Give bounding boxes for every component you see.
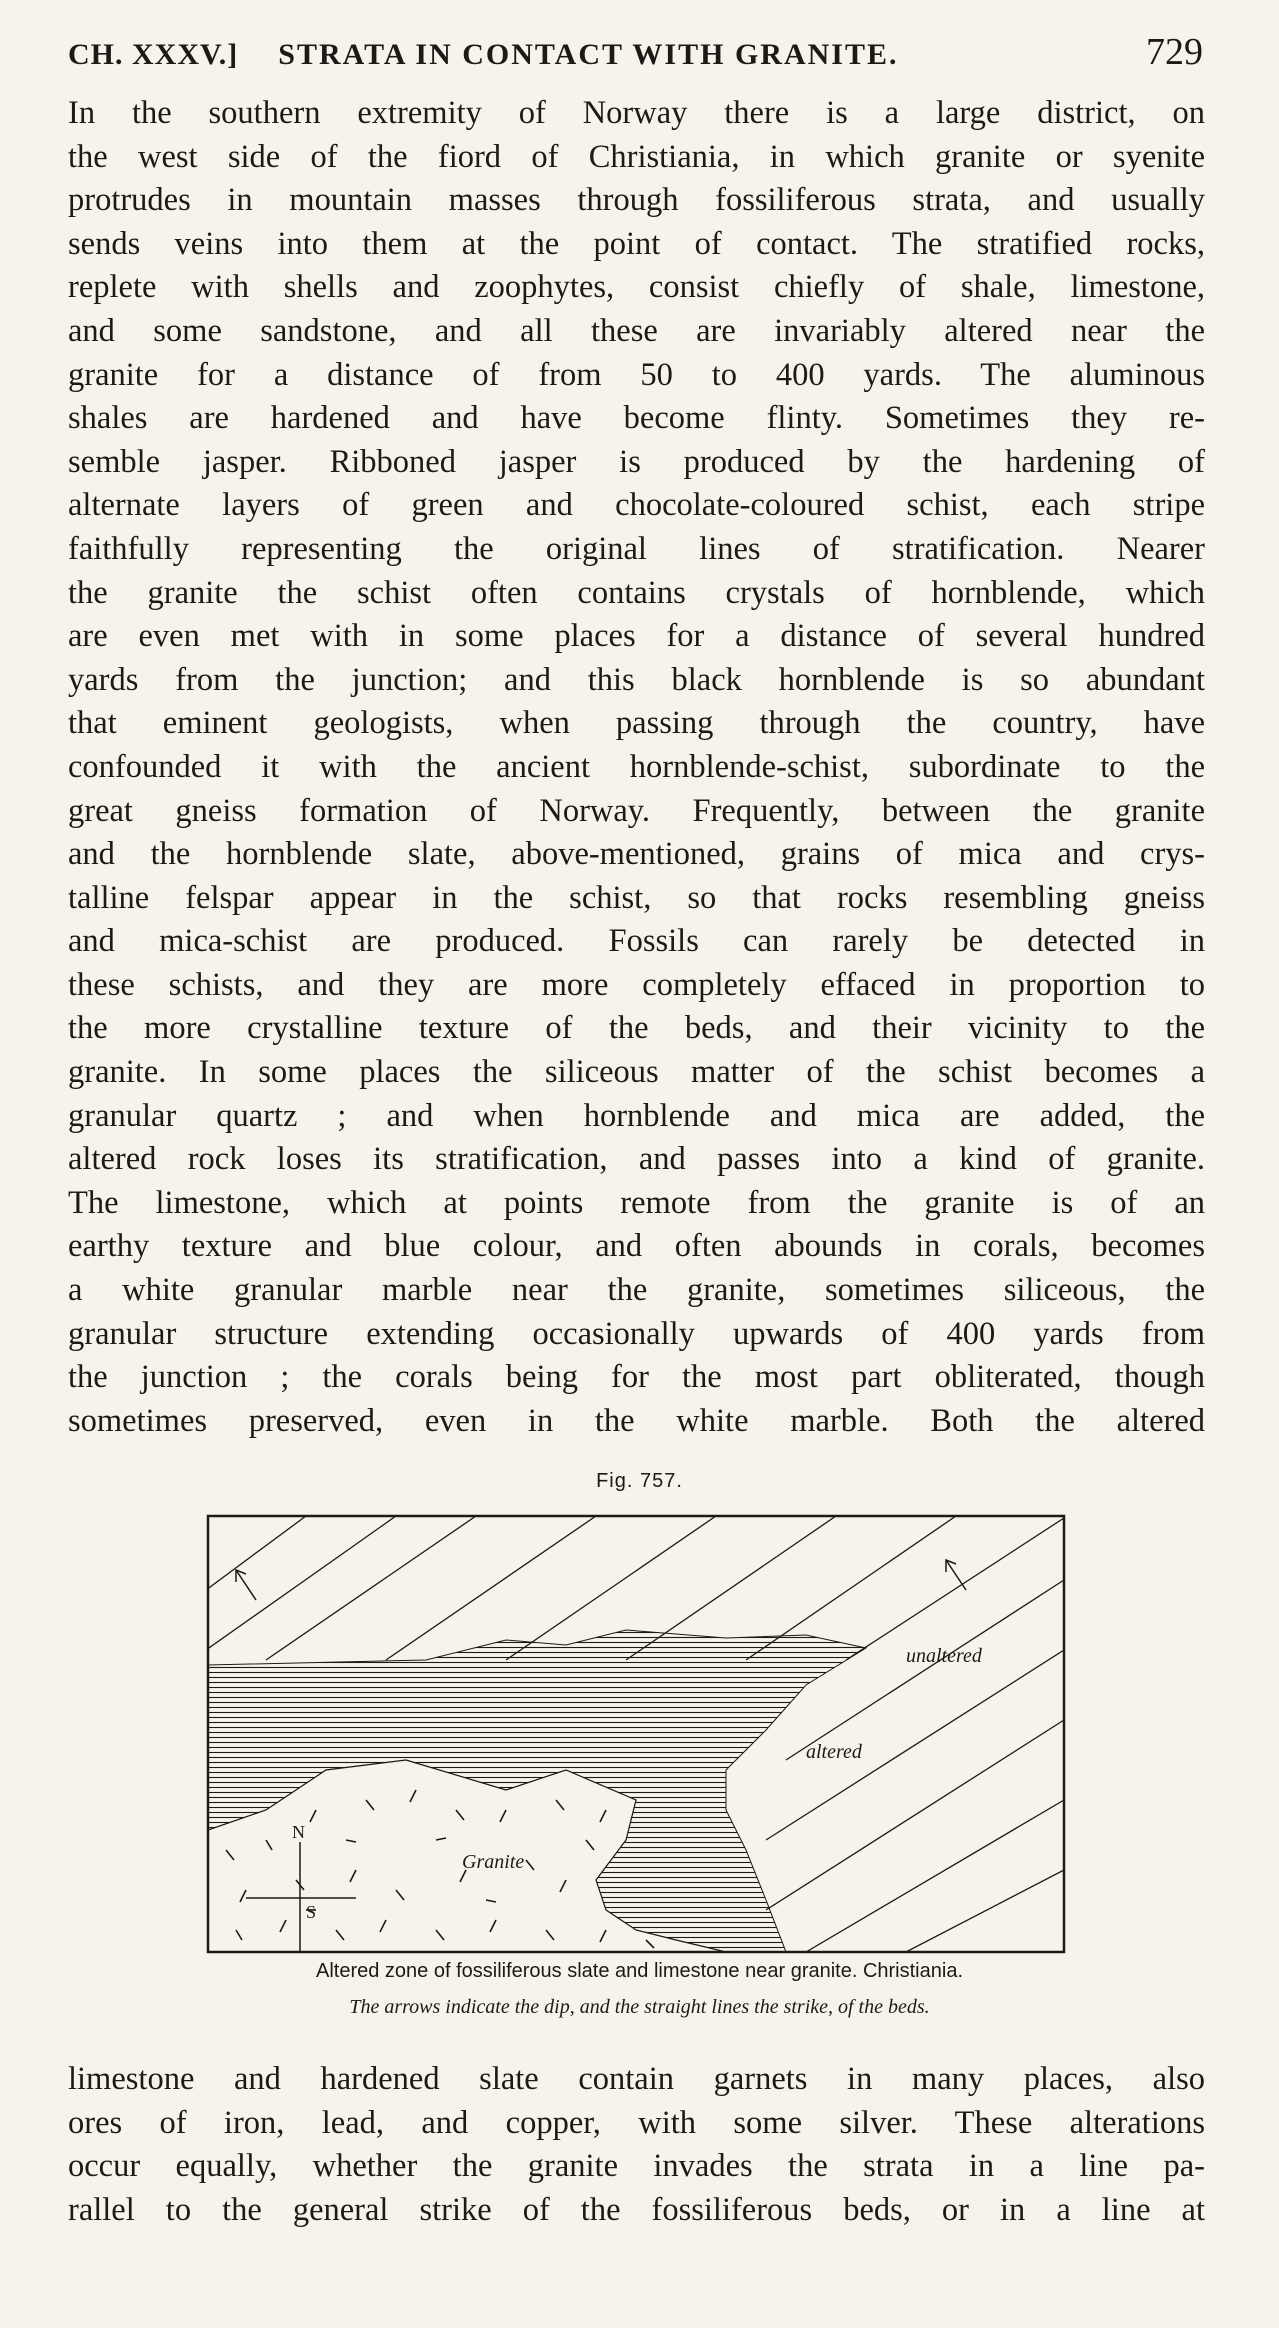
text-line: protrudes in mountain masses through fossiliferous strata, and usually [68,182,1205,219]
paragraph-1 [68,92,1205,1443]
figure-caption: Altered zone of fossiliferous slate and limestone near granite. Christiania. [315,1960,963,1982]
unaltered-label: unaltered [906,1645,982,1667]
text-line: altered rock loses its stratification, and passes into a kind of granite. [68,1141,1205,1178]
text-line: the west side of the fiord of Christiania, in which granite or syenite [68,138,1205,175]
text-line: the junction ; the corals being for the most part obliterated, though [68,1359,1205,1396]
text-line: granular quartz ; and when hornblende and mica are added, the [68,1097,1205,1134]
text-line: the more crystalline texture of the beds, and their vicinity to the [68,1010,1205,1047]
text-line: limestone and hardened slate contain garnets in many places, also [68,2061,1205,2097]
text-line: these schists, and they are more completely effaced in proportion to [68,966,1205,1003]
text-line: and the hornblende slate, above-mentioned, grains of mica and crys- [68,836,1205,873]
text-line: shales are hardened and have become flinty. Sometimes they re- [68,400,1205,437]
text-line: alternate layers of green and chocolate-coloured schist, each stripe [68,487,1205,524]
text-line: a white granular marble near the granite, sometimes siliceous, the [68,1272,1205,1309]
text-line: and mica-schist are produced. Fossils can rarely be detected in [68,923,1205,960]
text-line: semble jasper. Ribboned jasper is produced by the hardening of [68,443,1205,480]
text-line: rallel to the general strike of the fossiliferous beds, or in a line at [68,2191,1205,2228]
text-line: sends veins into them at the point of contact. The stratified rocks, [68,225,1205,262]
text-line: yards from the junction; and this black hornblende is so abundant [68,661,1205,698]
text-line: and some sandstone, and all these are invariably altered near the [68,312,1205,349]
altered-label: altered [806,1741,862,1763]
text-line: talline felspar appear in the schist, so that rocks resembling gneiss [68,879,1205,916]
text-line: are even met with in some places for a distance of several hundred [68,618,1205,655]
south-label: S [306,1902,317,1922]
text-line: that eminent geologists, when passing through the country, have [68,705,1205,742]
granite-label: Granite [462,1851,525,1873]
text-line: confounded it with the ancient hornblende-schist, subordinate to the [68,748,1205,785]
dip-arrow-north [236,1570,256,1600]
page-title: STRATA IN CONTACT WITH GRANITE. [278,38,899,71]
chapter-label: CH. XXXV.] [68,38,239,71]
running-header [68,30,1203,80]
text-line: replete with shells and zoophytes, consist chiefly of shale, limestone, [68,269,1205,306]
text-line: earthy texture and blue colour, and often abounds in corals, becomes [68,1228,1205,1265]
figure-label: Fig. 757. [596,1470,683,1492]
text-line: The limestone, which at points remote from the granite is of an [68,1184,1205,1221]
geological-section-figure [206,1510,1068,1956]
text-line: sometimes preserved, even in the white marble. Both the altered [68,1402,1205,1439]
text-line: granular structure extending occasionally upwards of 400 yards from [68,1315,1205,1352]
text-line: granite for a distance of from 50 to 400 yards. The aluminous [68,356,1205,393]
figure-caption-note: The arrows indicate the dip, and the straight lines the strike, of the beds. [349,1996,930,2018]
text-line: faithfully representing the original lines of stratification. Nearer [68,530,1205,567]
paragraph-2 [68,2058,1205,2232]
dip-arrow-east [946,1560,966,1590]
text-line: In the southern extremity of Norway there is a large district, on [68,95,1205,131]
north-label: N [292,1822,305,1842]
text-line: ores of iron, lead, and copper, with some silver. These alterations [68,2104,1205,2141]
text-line: occur equally, whether the granite invades the strata in a line pa- [68,2148,1205,2185]
page-number: 729 [1146,31,1203,73]
text-line: granite. In some places the siliceous matter of the schist becomes a [68,1054,1205,1091]
text-line: the granite the schist often contains crystals of hornblende, which [68,574,1205,611]
text-line: great gneiss formation of Norway. Frequently, between the granite [68,792,1205,829]
